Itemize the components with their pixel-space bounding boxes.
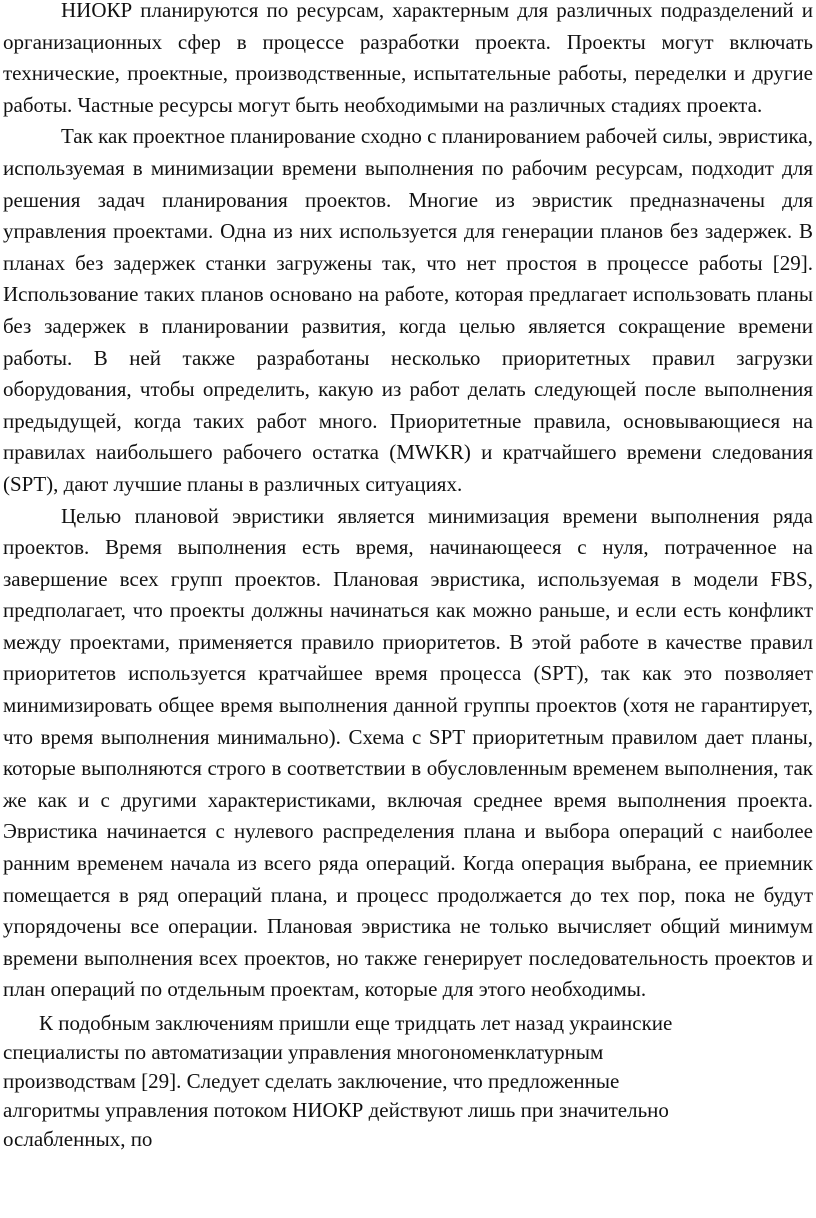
conclusion-line: ослабленных, по xyxy=(3,1127,153,1151)
paragraph-niokr-planning: НИОКР планируются по ресурсам, характерным для различных подразделений и организационных сфер в процессе разработки проекта. Проекты могут включать технические, проектные, производственные, испытательные работы, переделки и другие работы. Частные ресурсы могут быть необходимыми на различных стадиях проекта. xyxy=(3,0,813,117)
conclusion-line: алгоритмы управления потоком НИОКР действуют лишь при значительно xyxy=(3,1098,669,1122)
conclusion-line: производствам [29]. Следует сделать заключение, что предложенные xyxy=(3,1069,620,1093)
paragraph-conclusions xyxy=(3,1009,813,1154)
conclusion-line: специалисты по автоматизации управления многономенклатурным xyxy=(3,1040,604,1064)
paragraph-project-planning-heuristics: Так как проектное планирование сходно с планированием рабочей силы, эвристика, используемая в минимизации времени выполнения по рабочим ресурсам, подходит для решения задач планирования проектов. Многие из эвристик предназначены для управления проектами. Одна из них используется для генерации планов без задержек. В планах без задержек станки загружены так, что нет простоя в процессе работы [29]. Использование таких планов основано на работе, которая предлагает использовать планы без задержек в планировании развития, когда целью является сокращение времени работы. В ней также разработаны несколько приоритетных правил загрузки оборудования, чтобы определить, какую из работ делать следующей после выполнения предыдущей, когда таких работ много. Приоритетные правила, основывающиеся на правилах наибольшего рабочего остатка (MWKR) и кратчайшего времени следования (SPT), дают лучшие планы в различных ситуациях. xyxy=(3,124,813,496)
conclusion-line: К подобным заключениям пришли еще тридцать лет назад украинские xyxy=(39,1011,673,1035)
paragraph-scheduling-heuristic-goal: Целью плановой эвристики является минимизация времени выполнения ряда проектов. Время выполнения есть время, начинающееся с нуля, потраченное на завершение всех групп проектов. Плановая эвристика, используемая в модели FBS, предполагает, что проекты должны начинаться как можно раньше, и если есть конфликт между проектами, применяется правило приоритетов. В этой работе в качестве правил приоритетов используется кратчайшее время процесса (SPT), так как это позволяет минимизировать общее время выполнения данной группы проектов (хотя не гарантирует, что время выполнения минимально). Схема с SPT приоритетным правилом дает планы, которые выполняются строго в соответствии в обусловленным временем выполнения, так же как и с другими характеристиками, включая среднее время выполнения проекта. Эвристика начинается с нулевого распределения плана и выбора операций с наиболее ранним временем начала из всего ряда операций. Когда операция выбрана, ее приемник помещается в ряд операций плана, и процесс продолжается до тех пор, пока не будут упорядочены все операции. Плановая эвристика не только вычисляет общий минимум времени выполнения всех проектов, но также генерирует последовательность проектов и план операций по отдельным проектам, которые для этого необходимы. xyxy=(3,503,813,1002)
